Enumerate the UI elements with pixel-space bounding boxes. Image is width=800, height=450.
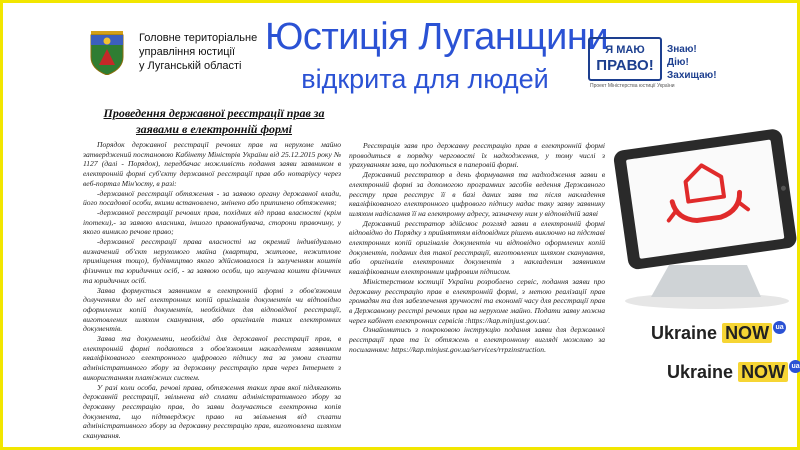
organization-name xyxy=(139,31,257,75)
motto-1: Знаю! xyxy=(667,44,697,55)
header xyxy=(3,3,800,103)
mottos xyxy=(667,43,747,85)
org-line-3: у Луганській області xyxy=(139,60,242,72)
article-right-column xyxy=(349,141,605,385)
motto-2: Дію! xyxy=(667,57,689,68)
paragraph: У разі коли особа, речові права, обтяження таких прав якої підлягають державній реєстрації, звільнена від сплати адміністративного збору за державну реєстрацію прав, до заяви долучається електронна копія документа, що підтверджує право на звільнення від сплати адміністративного збору за державну реєстрацію прав, виготовлена шляхом сканування. xyxy=(83,382,341,441)
ya-mayu-pravo-logo xyxy=(588,37,662,81)
ukraine-now-logo xyxy=(651,321,786,345)
tablet-illustration xyxy=(611,115,797,315)
ukraine-now-logo xyxy=(667,360,800,384)
article-heading: Проведення державної реєстрації прав за заявами в електронній формі xyxy=(103,106,325,136)
paragraph: Заява формується заявником в електронній формі з обов'язковим долученням до неї електронних копій оригіналів документів чи відповідно оформлених копій документів, необхідних для відповідної реєстрації, виготовлених шляхом сканування, або оригіналів таких електронних документів. xyxy=(83,285,341,334)
now-badge: NOW xyxy=(738,362,788,382)
paragraph: -державної реєстрації обтяження - за заявою органу державної влади, його посадової особи, якими встановлено, змінено або припинено обтяження; xyxy=(83,188,341,208)
logo-line-2: ПРАВО! xyxy=(596,57,654,74)
page-title: Юстиція Луганщини xyxy=(265,16,609,58)
paragraph: Заява та документи, необхідні для державної реєстрації прав, в електронній формі подаються з обов'язковим накладенням заявником кваліфікованого електронного цифрового підпису та за умови сплати адміністративного збору за державну реєстрацію прав через Інтернет з використанням платіжних систем. xyxy=(83,334,341,382)
logo-line-1: Я МАЮ xyxy=(605,44,645,56)
ua-badge: ua xyxy=(773,321,786,334)
paragraph: -державної реєстрації права власності на окремий індивідуально визначений об'єкт нерухомого майна (квартира, житлове, нежитлове приміщення тощо), будівництво якого здійснювалося із залученням коштів фізичних та юридичних осіб, - за заявою особи, що залучала кошти фізичних та юридичних осіб. xyxy=(83,237,341,285)
ukraine-word: Ukraine xyxy=(667,362,734,382)
paragraph: Міністерством юстиції України розроблено сервіс, подання заяви про державну реєстрацію прав в електронній формі, з метою реалізації прав громадян та для забезпечення зручності та економії часу для реєстрації прав в Державному реєстрі речових прав на нерухоме майно. Подати заяву можна через кабінет електронних сервісів :https://kap.minjust.gov.ua/. xyxy=(349,276,605,325)
logo-subtitle: Проект Міністерства юстиції України xyxy=(590,83,675,89)
coat-of-arms-icon xyxy=(87,31,127,75)
now-badge: NOW xyxy=(722,323,772,343)
paragraph: Реєстрація заяв про державну реєстрацію прав в електронній формі проводиться в порядку черговості їх надходження, у тому числі з урахуванням заяв, що подаються в паперовій формі. xyxy=(349,141,605,170)
page-subtitle: відкрита для людей xyxy=(301,64,549,94)
paragraph: Порядок державної реєстрації речових прав на нерухоме майно затверджений постановою Кабінету Міністрів України від 25.12.2015 року № 1127 (далі - Порядок), передбачає можливість подання заяви заявником в електронній формі суб'єкту державної реєстрації прав або нотаріусу через веб-портал Мін'юсту, в разі: xyxy=(83,140,341,188)
ukraine-word: Ukraine xyxy=(651,323,718,343)
paragraph: -державної реєстрації речових прав, похідних від права власності (крім іпотеки),- за заявою власника, іншого правонабувача, сторони правочину, у якого виникло речове право; xyxy=(83,207,341,237)
article-left-column xyxy=(83,140,341,446)
org-line-1: Головне територіальне xyxy=(139,32,258,44)
ua-badge: ua xyxy=(789,360,800,373)
paragraph: Державний реєстратор в день формування та надходження заяви в електронній формі за допомогою програмних засобів ведення Державного реєстру прав реєструє її в базі даних заяв та після накладення кваліфікованого електронного цифрового підпису надає таку заяву заявнику шляхом надіслання її на електронну адресу, зазначену ним у відповідній заяві xyxy=(349,170,605,218)
paragraph: Державний реєстратор здійснює розгляд заяви в електронній формі відповідно до Порядку з прийняттям відповідних рішень виключно на підставі електронних копій оригіналів документів чи відповідно оформлених копій документів, поданих для такої реєстрації, виготовлених шляхом сканування, або оригіналів електронних документів з накладеним заявником кваліфікованим електронним цифровим підписом. xyxy=(349,218,605,277)
org-line-2: управління юстиції xyxy=(139,46,236,58)
paragraph: Ознайомитись з покроковою інструкцію подання заяви для державної реєстрації прав та їх обтяжень в електронному вигляді можливо за посиланням: https://kap.minjust.gov.ua/services/rrpzinstruction. xyxy=(349,325,605,354)
motto-3: Захищаю! xyxy=(667,70,717,81)
